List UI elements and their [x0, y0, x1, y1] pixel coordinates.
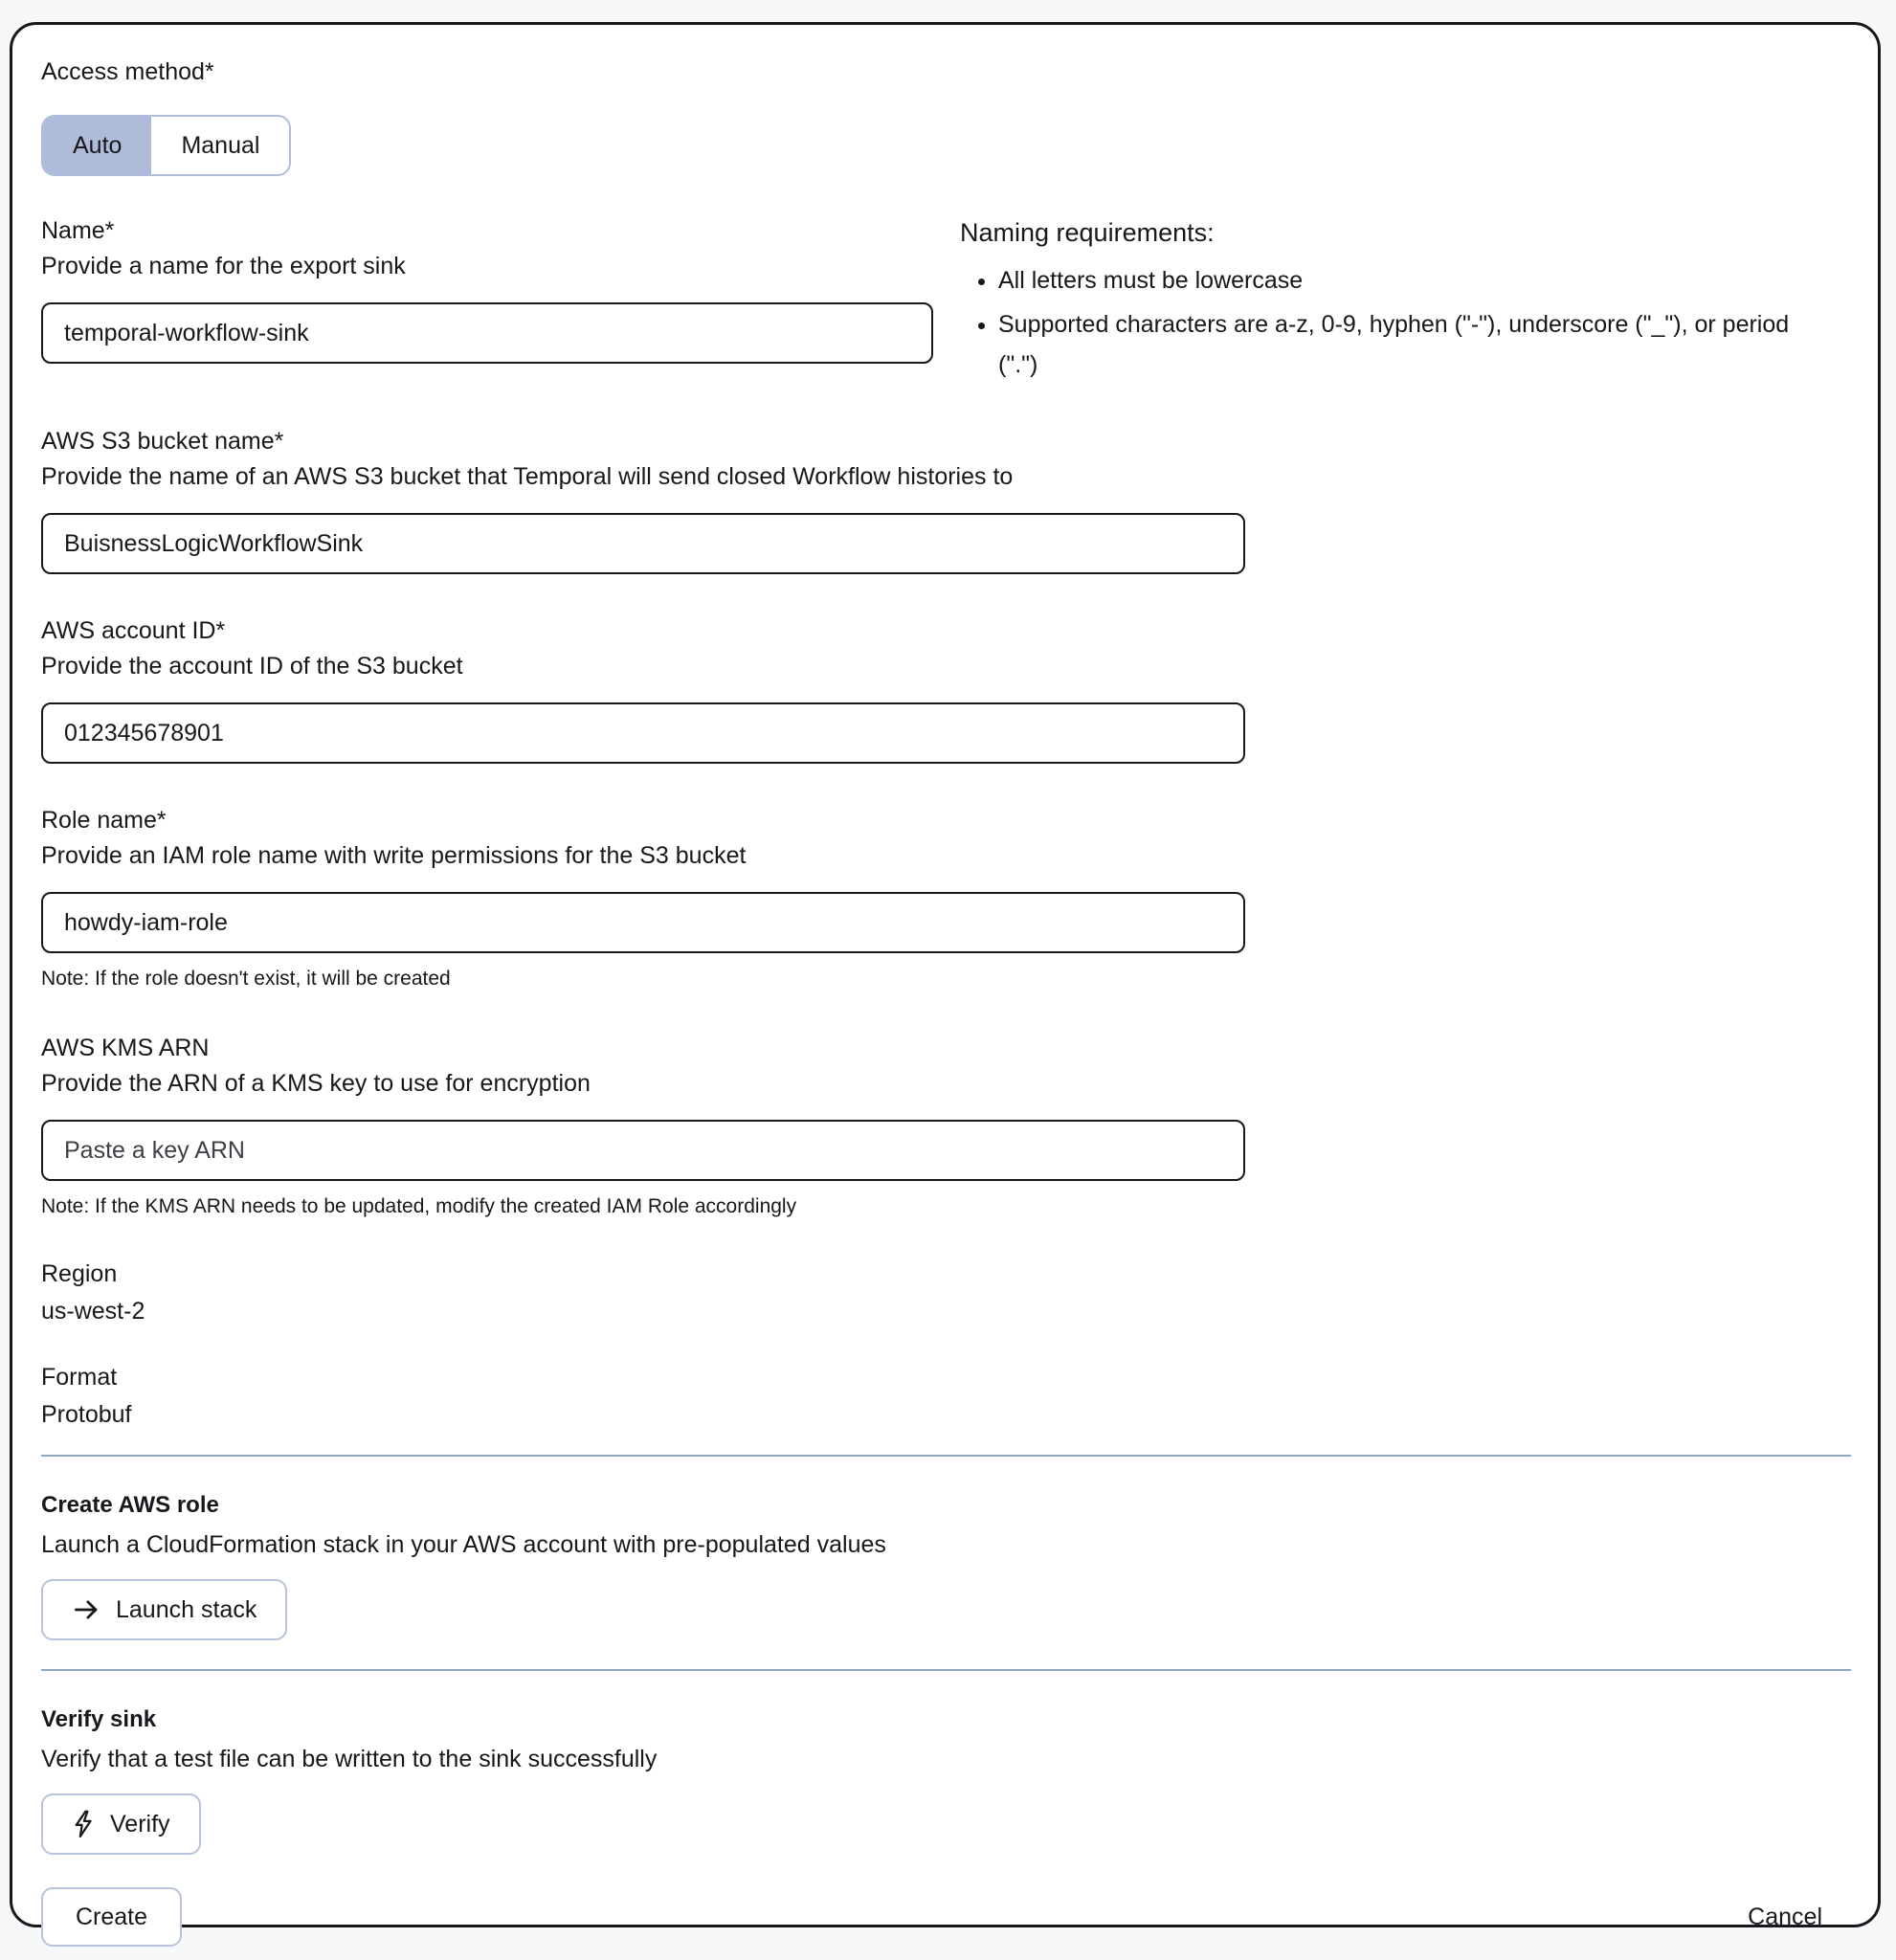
format-label: Format — [41, 1364, 118, 1391]
create-aws-role-title: Create AWS role — [41, 1492, 219, 1518]
naming-requirements-list — [960, 260, 1833, 385]
access-method-toggle — [41, 115, 291, 176]
section-divider — [41, 1669, 1851, 1671]
bucket-description: Provide the name of an AWS S3 bucket that Temporal will send closed Workflow histories to — [41, 463, 1014, 490]
account-id-description: Provide the account ID of the S3 bucket — [41, 653, 463, 679]
region-label: Region — [41, 1260, 118, 1287]
kms-arn-label: AWS KMS ARN — [41, 1035, 210, 1061]
launch-stack-button[interactable] — [41, 1579, 287, 1640]
kms-arn-input[interactable] — [41, 1120, 1245, 1181]
verify-button[interactable] — [41, 1793, 201, 1855]
kms-arn-note: Note: If the KMS ARN needs to be updated, modify the created IAM Role accordingly — [41, 1195, 797, 1217]
launch-stack-button-label: Launch stack — [116, 1595, 257, 1623]
role-name-label: Role name* — [41, 807, 167, 834]
naming-requirements — [960, 216, 1833, 385]
verify-button-label: Verify — [110, 1810, 170, 1838]
format-value: Protobuf — [41, 1401, 132, 1428]
name-input[interactable] — [41, 302, 933, 364]
lightning-bolt-icon — [72, 1810, 95, 1838]
create-aws-role-description: Launch a CloudFormation stack in your AWS account with pre-populated values — [41, 1531, 886, 1558]
naming-requirement-item: • Supported characters are a-z, 0-9, hyphen ("-"), underscore ("_"), or period (".") — [998, 304, 1833, 385]
naming-requirement-item: • All letters must be lowercase — [998, 260, 1833, 301]
kms-arn-description: Provide the ARN of a KMS key to use for encryption — [41, 1070, 591, 1097]
cancel-button[interactable]: Cancel — [1748, 1903, 1822, 1930]
account-id-label: AWS account ID* — [41, 617, 226, 644]
section-divider — [41, 1455, 1851, 1457]
role-name-description: Provide an IAM role name with write permissions for the S3 bucket — [41, 842, 747, 869]
create-button[interactable]: Create — [41, 1887, 182, 1947]
account-id-input[interactable] — [41, 702, 1245, 764]
export-sink-form-card — [10, 22, 1881, 1930]
access-method-option-auto[interactable]: Auto — [43, 117, 151, 174]
bucket-input[interactable] — [41, 513, 1245, 574]
bucket-label: AWS S3 bucket name* — [41, 428, 284, 455]
access-method-label: Access method* — [41, 58, 214, 85]
region-value: us-west-2 — [41, 1298, 145, 1325]
access-method-option-manual[interactable]: Manual — [151, 117, 289, 174]
name-label: Name* — [41, 217, 115, 244]
naming-requirements-title: Naming requirements: — [960, 218, 1215, 247]
role-name-input[interactable] — [41, 892, 1245, 953]
role-name-note: Note: If the role doesn't exist, it will be created — [41, 968, 451, 990]
name-description: Provide a name for the export sink — [41, 253, 406, 279]
arrow-right-icon — [72, 1595, 100, 1624]
verify-sink-title: Verify sink — [41, 1706, 157, 1732]
verify-sink-description: Verify that a test file can be written to the sink successfully — [41, 1746, 658, 1772]
